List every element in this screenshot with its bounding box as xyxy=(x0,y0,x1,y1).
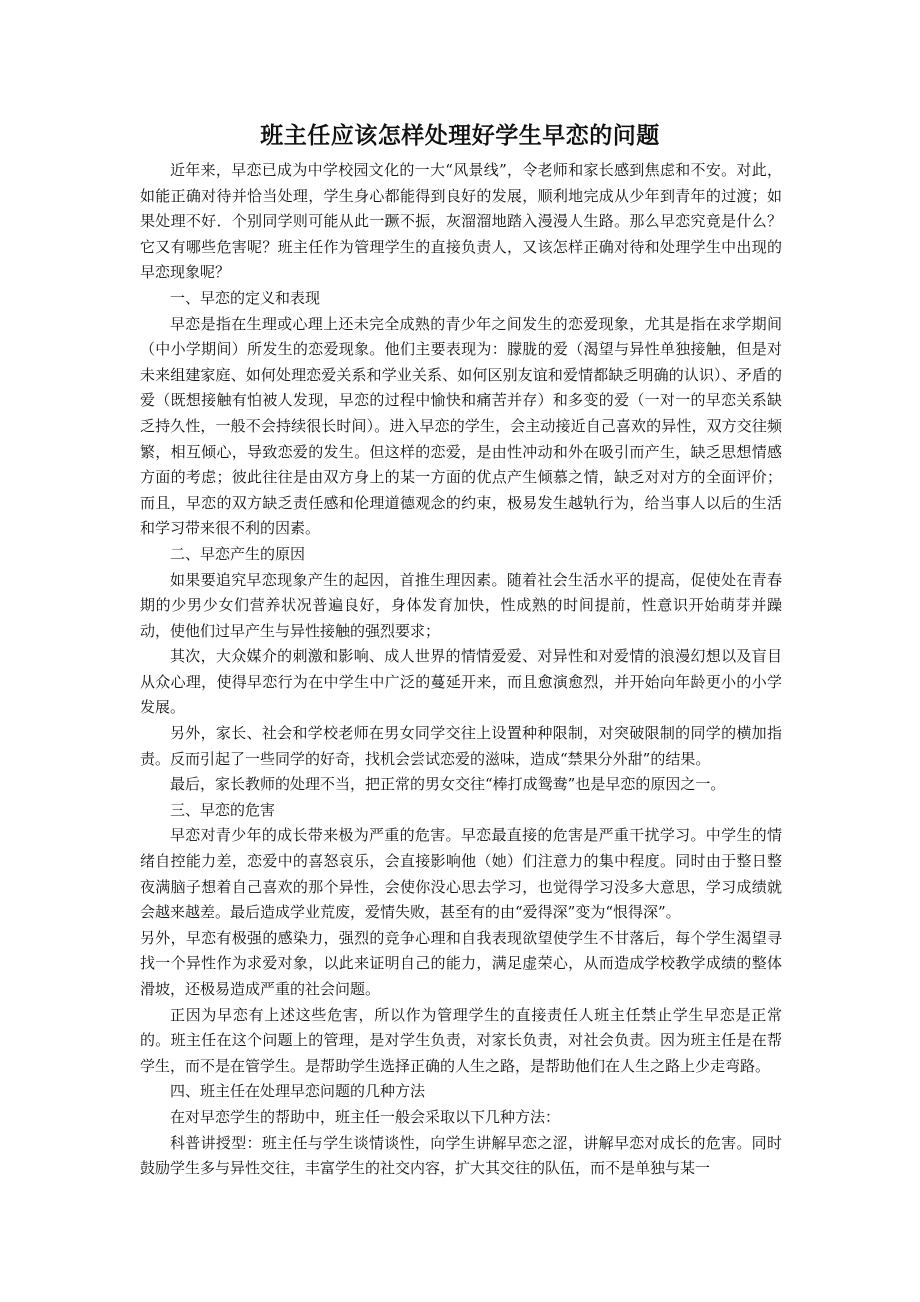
paragraph-cause-mishandling: 最后，家长教师的处理不当，把正常的男女交往“棒打成鸳鸯”也是早恋的原因之一。 xyxy=(170,775,726,794)
section-heading-harms: 三、早恋的危害 xyxy=(170,800,276,819)
paragraph-cause-physiological: 如果要追究早恋现象产生的起因，首推生理因素。随着社会生活水平的提高，促使处在青春期的少男少女们营养状况普遍良好，身体发育加快，性成熟的时间提前，性意识开始萌芽并躁动，使他们过早产生与异性接触的强烈要求； xyxy=(140,570,782,640)
document-body xyxy=(140,158,782,1182)
document-title: 班主任应该怎样处理好学生早恋的问题 xyxy=(260,123,660,149)
paragraph-harm-study: 早恋对青少年的成长带来极为严重的危害。早恋最直接的危害是严重干扰学习。中学生的情绪自控能力差，恋爱中的喜怒哀乐，会直接影响他（她）们注意力的集中程度。同时由于整日整夜满脑子想着自己喜欢的那个异性，会使你没心思去学习，也觉得学习没多大意思，学习成绩就会越来越差。最后造成学业荒废，爱情失败，甚至有的由“爱得深”变为“恨得深”。 xyxy=(140,826,782,922)
paragraph-intro: 近年来，早恋已成为中学校园文化的一大“风景线”，令老师和家长感到焦虑和不安。对此，如能正确对待并恰当处理，学生身心都能得到良好的发展，顺利地完成从少年到青年的过渡；如果处理不好．个别同学则可能从此一蹶不振，灰溜溜地踏入漫漫人生路。那么早恋究竟是什么？它又有哪些危害呢？班主任作为管理学生的直接负责人，又该怎样正确对待和处理学生中出现的早恋现象呢？ xyxy=(140,161,782,282)
paragraph-definition: 早恋是指在生理或心理上还未完全成熟的青少年之间发生的恋爱现象，尤其是指在求学期间（中小学期间）所发生的恋爱现象。他们主要表现为：朦胧的爱（渴望与异性单独接触，但是对未来组建家庭、如何处理恋爱关系和学业关系、如何区别友谊和爱情都缺乏明确的认识）、矛盾的爱（既想接触有怕被人发现，早恋的过程中愉快和痛苦并存）和多变的爱（一对一的早恋关系缺乏持久性，一般不会持续很长时间）。进入早恋的学生，会主动接近自己喜欢的异性，双方交往频繁，相互倾心，导致恋爱的发生。但这样的恋爱，是由性冲动和外在吸引而产生，缺乏思想情感方面的考虑；彼此往往是由双方身上的某一方面的优点产生倾慕之情，缺乏对对方的全面评价；而且，早恋的双方缺乏责任感和伦理道德观念的约束，极易发生越轨行为，给当事人以后的生活和学习带来很不利的因素。 xyxy=(140,314,782,538)
section-heading-methods: 四、班主任在处理早恋问题的几种方法 xyxy=(170,1082,426,1101)
paragraph-teacher-role: 正因为早恋有上述这些危害，所以作为管理学生的直接责任人班主任禁止学生早恋是正常的。班主任在这个问题上的管理，是对学生负责，对家长负责，对社会负责。因为班主任是在帮学生，而不是在管学生。是帮助学生选择正确的人生之路，是帮助他们在人生之路上少走弯路。 xyxy=(140,1005,782,1075)
paragraph-methods-intro: 在对早恋学生的帮助中，班主任一般会采取以下几种方法： xyxy=(170,1107,561,1126)
section-heading-definition: 一、早恋的定义和表现 xyxy=(170,288,321,307)
paragraph-cause-restrictions: 另外，家长、社会和学校老师在男女同学交往上设置种种限制，对突破限制的同学的横加指责。反而引起了一些同学的好奇，找机会尝试恋爱的滋味，造成“禁果分外甜”的结果。 xyxy=(140,724,782,768)
paragraph-cause-media: 其次，大众媒介的刺激和影响、成人世界的情情爱爱、对异性和对爱情的浪漫幻想以及盲目从众心理，使得早恋行为在中学生中广泛的蔓延开来，而且愈演愈烈，并开始向年龄更小的小学发展。 xyxy=(140,647,782,717)
section-heading-causes: 二、早恋产生的原因 xyxy=(170,544,306,563)
paragraph-method-science: 科普讲授型：班主任与学生谈情谈性，向学生讲解早恋之涩，讲解早恋对成长的危害。同时鼓励学生多与异性交往，丰富学生的社交内容，扩大其交往的队伍，而不是单独与某一 xyxy=(140,1133,782,1178)
paragraph-harm-contagion: 另外，早恋有极强的感染力，强烈的竞争心理和自我表现欲望使学生不甘落后，每个学生渴望寻找一个异性作为求爱对象，以此来证明自己的能力，满足虚荣心，从而造成学校教学成绩的整体滑坡，还极易造成严重的社会问题。 xyxy=(140,928,782,998)
